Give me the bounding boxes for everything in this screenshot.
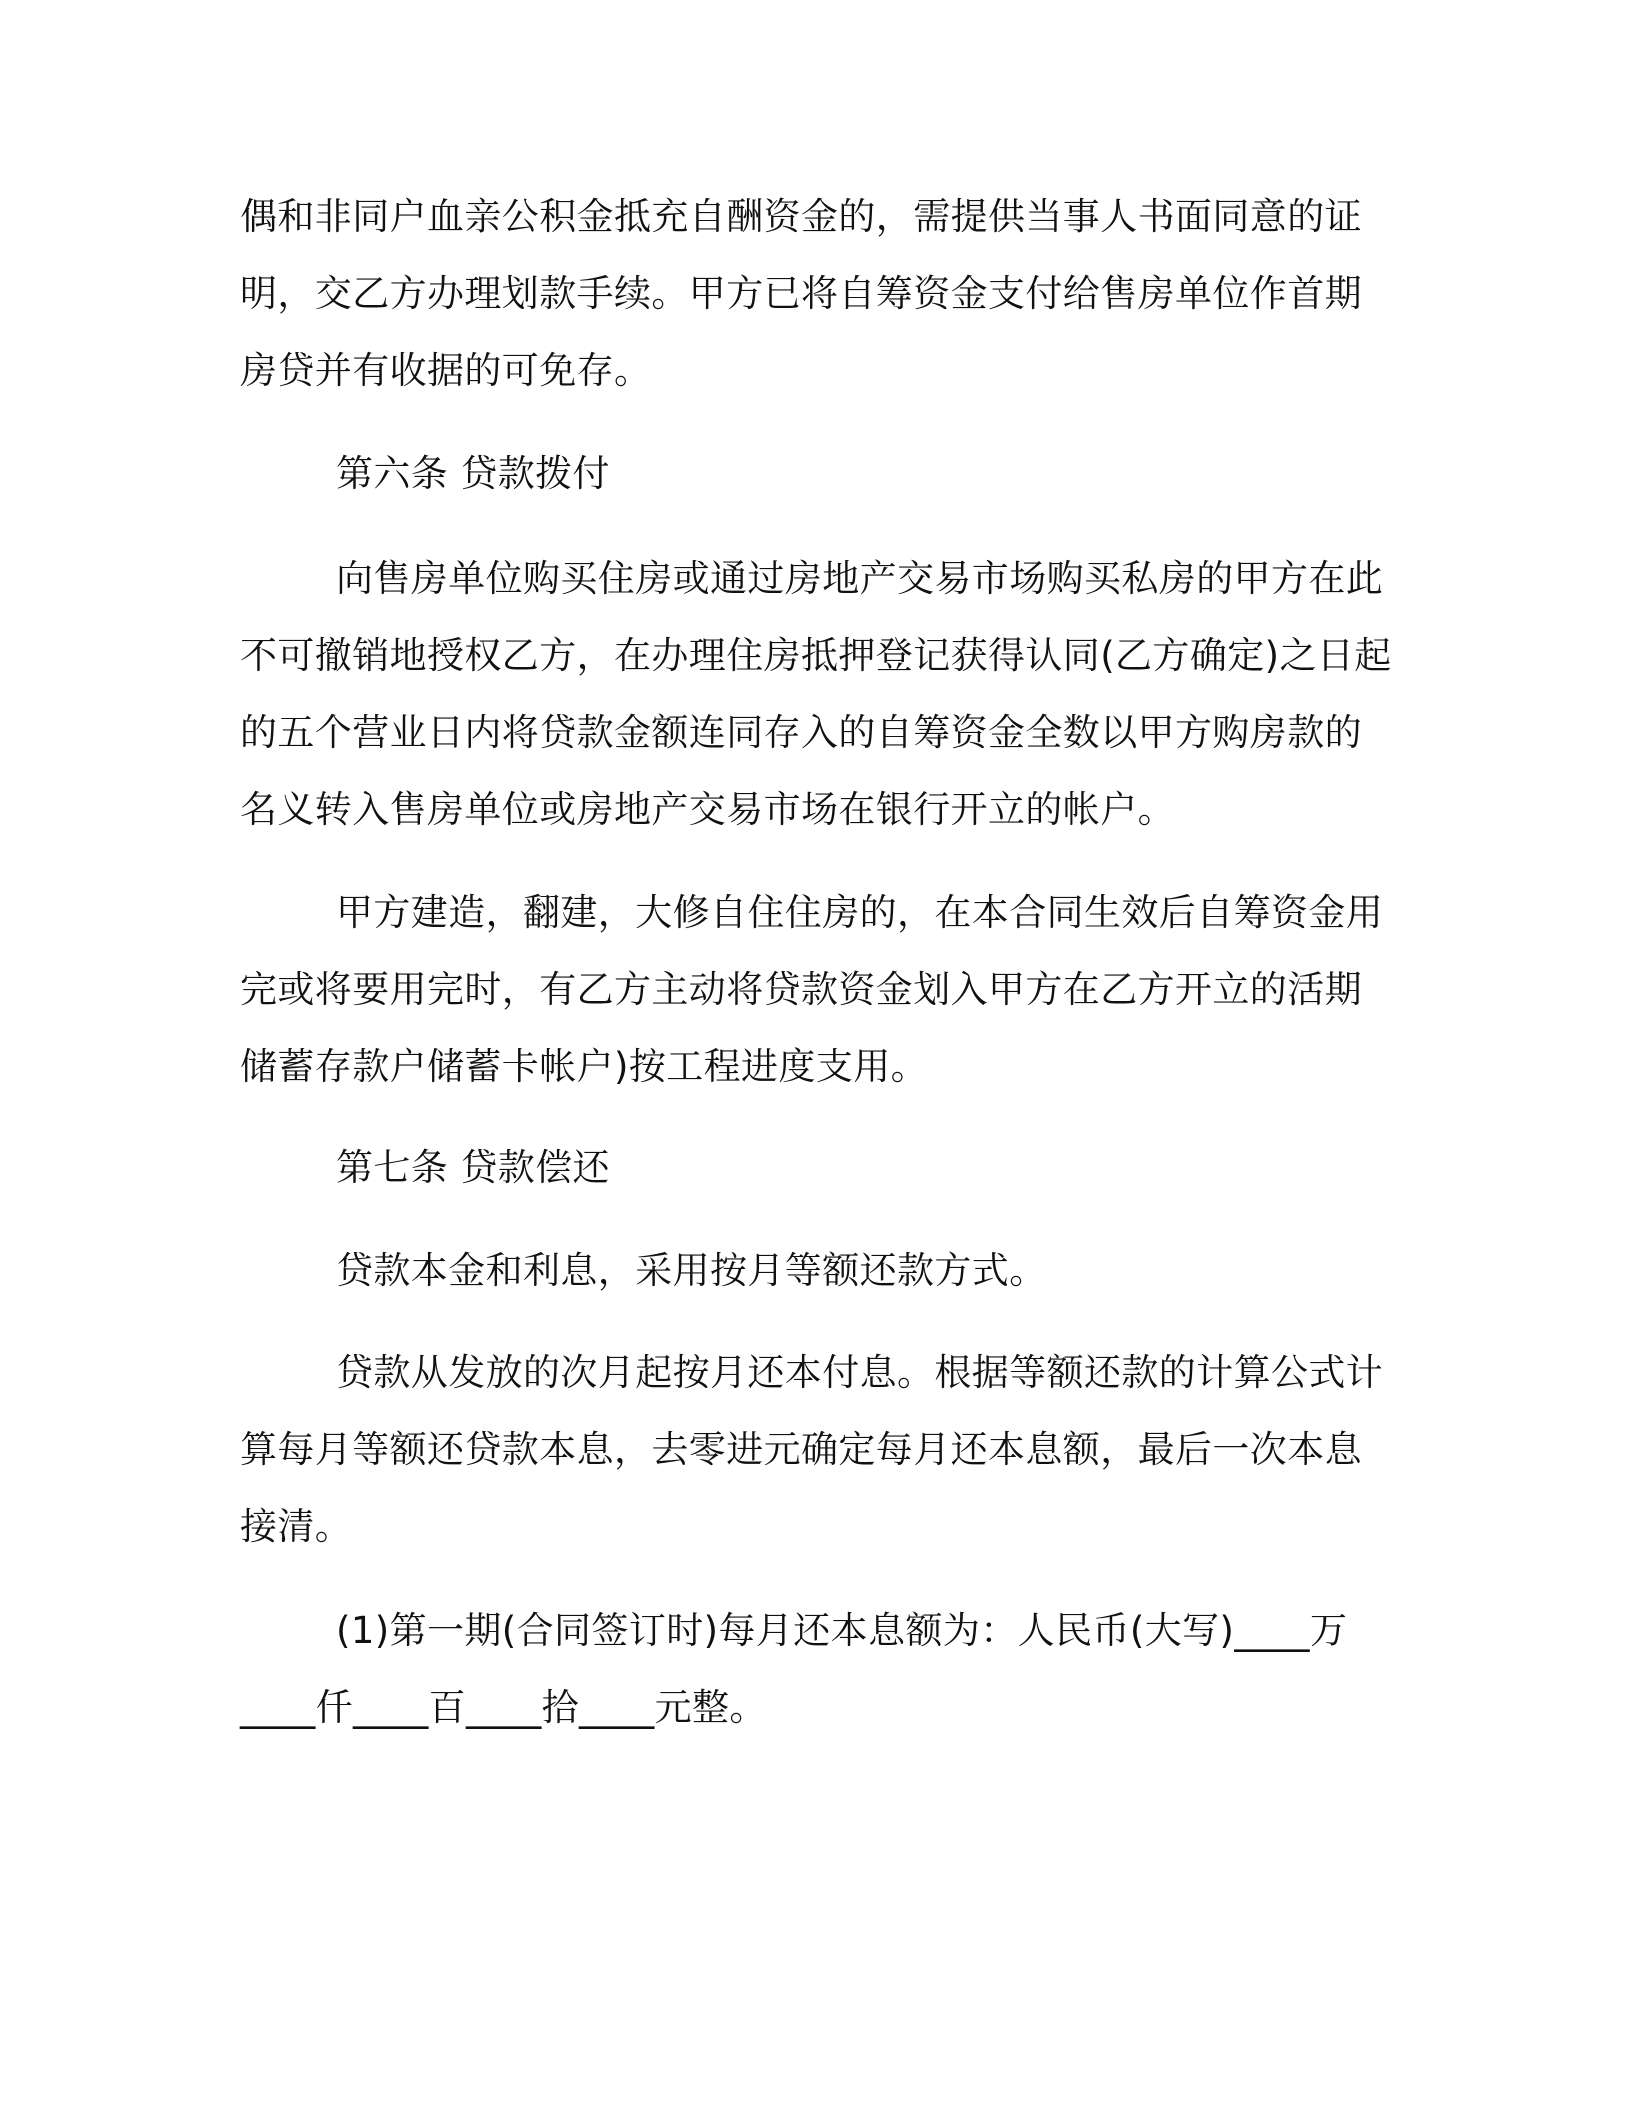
text-line: 接清。 [240, 1505, 353, 1548]
text-line: 贷款从发放的次月起按月还本付息。根据等额还款的计算公式计 [336, 1351, 1384, 1394]
paragraph-loan-disbursement-purchase [240, 540, 1392, 848]
paragraph-first-period-amount [240, 1592, 1380, 1746]
text-line: 名义转入售房单位或房地产交易市场在银行开立的帐户。 [240, 788, 1175, 831]
text-line: 偶和非同户血亲公积金抵充自酬资金的，需提供当事人书面同意的证 [240, 195, 1362, 238]
paragraph-repayment-schedule [240, 1334, 1384, 1565]
text-line: 向售房单位购买住房或通过房地产交易市场购买私房的甲方在此 [336, 557, 1384, 600]
paragraph-self-funds-end [240, 178, 1380, 409]
text-line: 贷款本金和利息，采用按月等额还款方式。 [336, 1249, 1047, 1292]
text-line: 算每月等额还贷款本息，去零进元确定每月还本息额，最后一次本息 [240, 1428, 1362, 1471]
text-line: 明，交乙方办理划款手续。甲方已将自筹资金支付给售房单位作首期 [240, 272, 1362, 315]
text-line: ____仟____百____拾____元整。 [240, 1686, 767, 1729]
paragraph-loan-disbursement-construction [240, 874, 1384, 1105]
article-6-heading [240, 435, 1380, 512]
text-line: 不可撤销地授权乙方，在办理住房抵押登记获得认同(乙方确定)之日起 [240, 634, 1392, 677]
heading-text: 第六条 贷款拨付 [336, 452, 610, 495]
text-line: 房贷并有收据的可免存。 [240, 349, 652, 392]
text-line: (1)第一期(合同签订时)每月还本息额为：人民币(大写)____万 [336, 1609, 1348, 1652]
text-line: 储蓄存款户储蓄卡帐户)按工程进度支用。 [240, 1045, 929, 1088]
paragraph-repayment-method [240, 1232, 1380, 1309]
text-line: 的五个营业日内将贷款金额连同存入的自筹资金全数以甲方购房款的 [240, 711, 1362, 754]
heading-text: 第七条 贷款偿还 [336, 1146, 610, 1189]
article-7-heading [240, 1129, 1380, 1206]
text-line: 甲方建造，翻建，大修自住住房的，在本合同生效后自筹资金用 [336, 891, 1384, 934]
text-line: 完或将要用完时，有乙方主动将贷款资金划入甲方在乙方开立的活期 [240, 968, 1362, 1011]
